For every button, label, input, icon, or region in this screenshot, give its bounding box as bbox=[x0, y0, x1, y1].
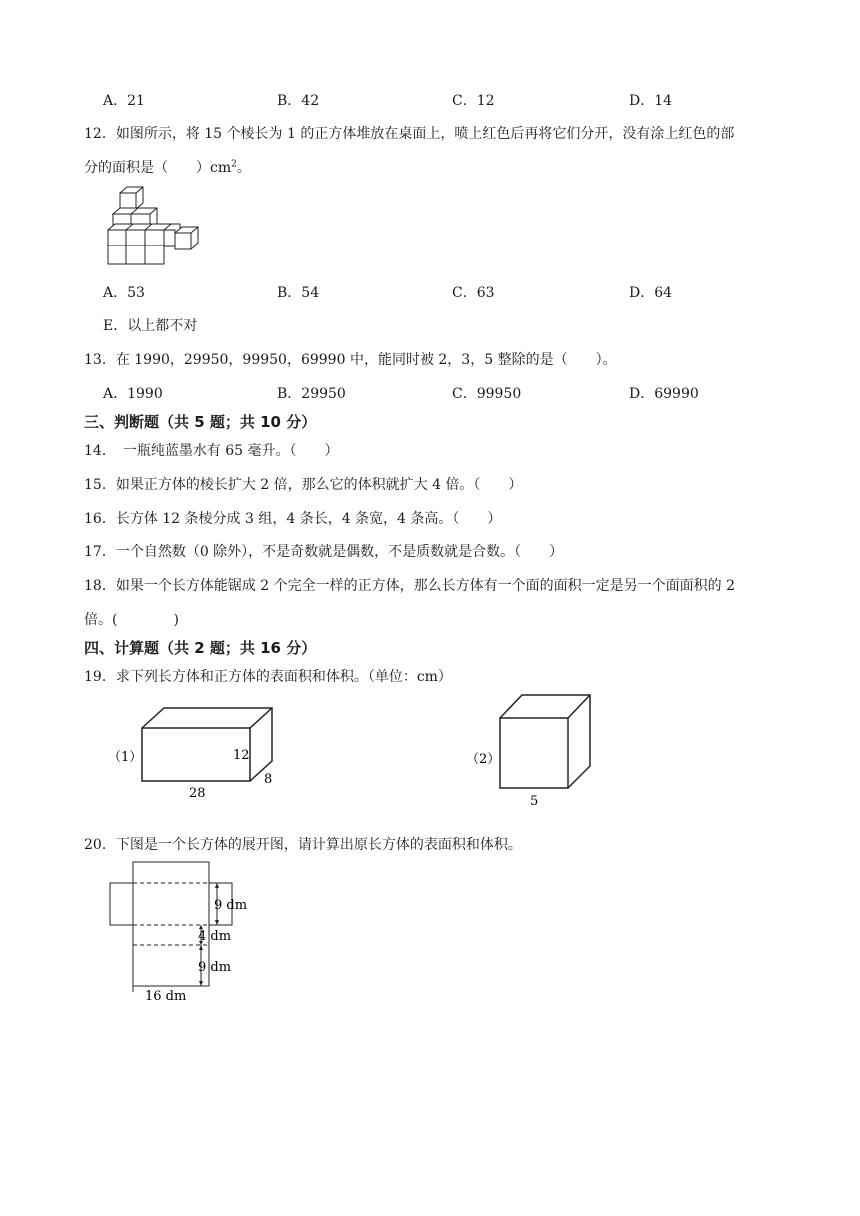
q20-dim-16dm: 16 dm bbox=[145, 989, 187, 1004]
q16-text: 16．长方体 12 条棱分成 3 组，4 条长，4 条宽，4 条高。（ ） bbox=[84, 511, 502, 527]
q12-text-line2 bbox=[84, 157, 251, 177]
q14-text: 14． 一瓶纯蓝墨水有 65 毫升。（ ） bbox=[84, 443, 339, 459]
q11-option-a: A．21 bbox=[103, 93, 145, 109]
q20-net-figure bbox=[105, 860, 265, 1005]
q12-option-e: E．以上都不对 bbox=[103, 318, 198, 334]
q18-text-line2: 倍。( ) bbox=[84, 612, 179, 628]
q20-dim-9dm-bottom: 9 dm bbox=[198, 960, 232, 975]
q17-text: 17．一个自然数（0 除外），不是奇数就是偶数，不是质数就是合数。（ ） bbox=[84, 544, 564, 560]
q12-option-c: C．63 bbox=[452, 285, 495, 301]
q13-option-a: A．1990 bbox=[103, 386, 163, 402]
q19-fig1-height: 12 bbox=[233, 748, 250, 763]
q12-cube-stack-figure bbox=[100, 185, 210, 270]
q20-text: 20．下图是一个长方体的展开图，请计算出原长方体的表面积和体积。 bbox=[84, 837, 522, 853]
q19-fig1-label: （1） bbox=[108, 750, 143, 765]
q13-option-d: D．69990 bbox=[629, 386, 699, 402]
q12-text-line2-end: 。 bbox=[236, 160, 251, 176]
q12-option-d: D．64 bbox=[629, 285, 673, 301]
q12-text-line1: 12．如图所示，将 15 个棱长为 1 的正方体堆放在桌面上，喷上红色后再将它们分开，没有涂上红色的部 bbox=[84, 126, 735, 142]
q13-text: 13．在 1990，29950，99950，69990 中，能同时被 2，3，5 整除的是（ ）。 bbox=[84, 352, 617, 368]
q13-option-b: B．29950 bbox=[277, 386, 346, 402]
q19-fig2-edge: 5 bbox=[530, 794, 539, 809]
q13-option-c: C．99950 bbox=[452, 386, 522, 402]
q12-unit-sup: 2 bbox=[231, 159, 237, 170]
q19-fig1-length: 28 bbox=[189, 786, 206, 801]
q12-option-a: A．53 bbox=[103, 285, 145, 301]
q19-text: 19．求下列长方体和正方体的表面积和体积。（单位：cm） bbox=[84, 669, 452, 685]
q18-text-line1: 18．如果一个长方体能锯成 2 个完全一样的正方体，那么长方体有一个面的面积一定是另一个面面积的 2 bbox=[84, 578, 735, 594]
q20-dim-9dm-top: 9 dm bbox=[214, 898, 248, 913]
q11-option-b: B．42 bbox=[277, 93, 320, 109]
q19-fig2-label: （2） bbox=[466, 752, 501, 767]
q12-option-b: B．54 bbox=[277, 285, 320, 301]
q19-fig1-width: 8 bbox=[264, 772, 273, 787]
q11-option-d: D．14 bbox=[629, 93, 673, 109]
q15-text: 15．如果正方体的棱长扩大 2 倍，那么它的体积就扩大 4 倍。（ ） bbox=[84, 477, 523, 493]
q12-text-line2-main: 分的面积是（ ）cm bbox=[84, 160, 232, 176]
q19-cuboid-figure bbox=[100, 698, 300, 803]
section-3-title: 三、判断题（共 5 题；共 10 分） bbox=[84, 413, 317, 431]
section-4-title: 四、计算题（共 2 题；共 16 分） bbox=[84, 639, 317, 657]
q11-option-c: C．12 bbox=[452, 93, 495, 109]
q20-dim-4dm: 4 dm bbox=[198, 929, 232, 944]
q19-cube-figure bbox=[462, 690, 602, 810]
